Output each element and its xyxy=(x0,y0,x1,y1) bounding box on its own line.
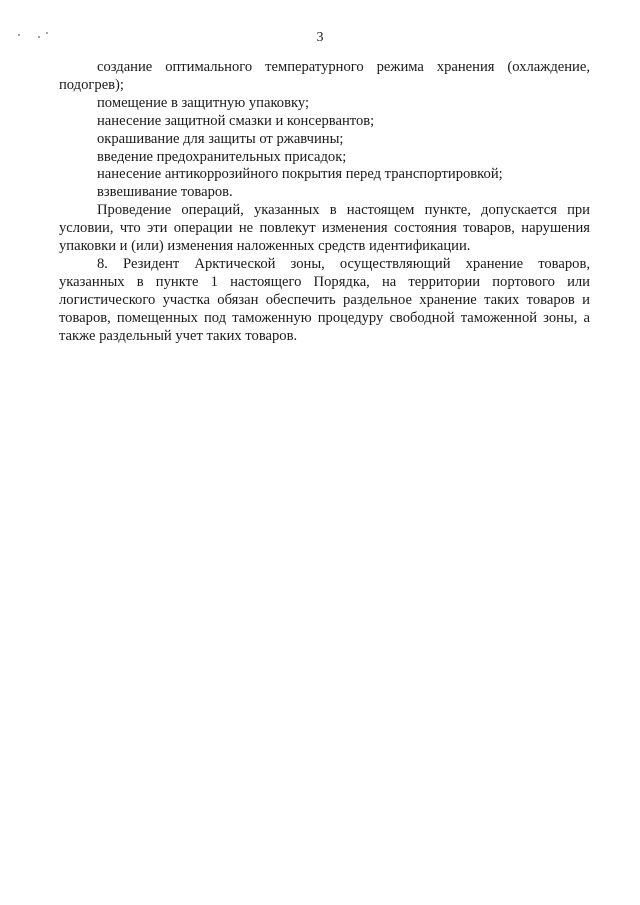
list-item-painting: окрашивание для защиты от ржавчины; xyxy=(97,130,344,147)
paragraph-operations-condition: Проведение операций, указанных в настоящем пункте, допускается при условии, что эти операции не повлекут изменения состояния товаров, нарушения упаковки и (или) изменения наложенных средств идентификации. xyxy=(59,202,590,255)
list-item-weighing: взвешивание товаров. xyxy=(97,184,233,201)
list-item-lubricant: нанесение защитной смазки и консервантов; xyxy=(97,112,375,129)
list-item-packaging: помещение в защитную упаковку; xyxy=(97,94,310,111)
list-item-additives: введение предохранительных присадок; xyxy=(97,148,347,165)
list-item-anticorrosion: нанесение антикоррозийного покрытия перед транспортировкой; xyxy=(97,166,503,183)
scan-speck xyxy=(38,36,40,38)
scan-speck xyxy=(18,34,20,36)
paragraph-temperature-regime: создание оптимального температурного режима хранения (охлаждение, подогрев); xyxy=(59,59,590,93)
paragraph-item-8: 8. Резидент Арктической зоны, осуществляющий хранение товаров, указанных в пункте 1 настоящего Порядка, на территории портового или логистического участка обязан обеспечить раздельное хранение таких товаров и товаров, помещенных под таможенную процедуру свободной таможенной зоны, а также раздельный учет таких товаров. xyxy=(59,255,590,344)
scan-speck xyxy=(46,32,48,34)
document-body xyxy=(59,59,590,346)
page-number: 3 xyxy=(316,30,324,45)
